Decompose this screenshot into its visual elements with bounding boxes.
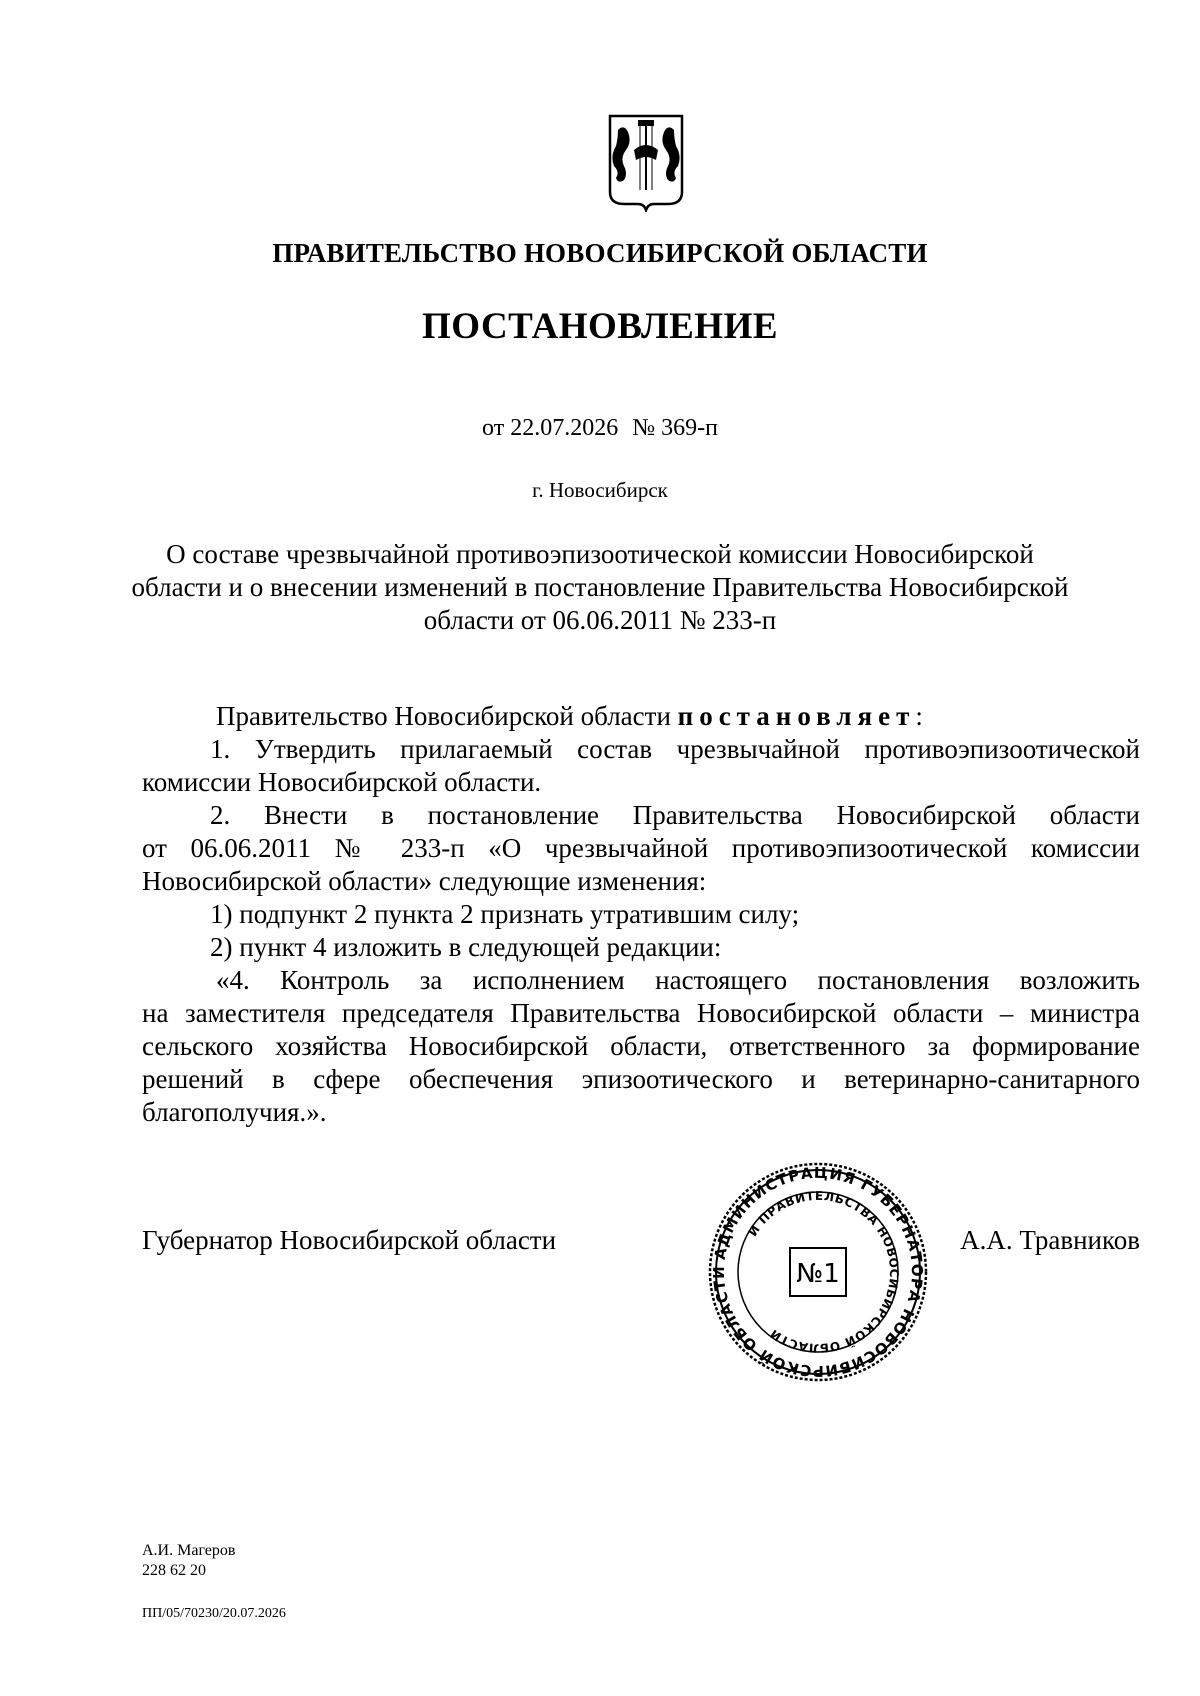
document-title — [130, 538, 1070, 637]
title-line: области и о внесении изменений в постановление Правительства Новосибирской — [131, 572, 1069, 602]
executor-phone: 228 62 20 — [142, 1562, 206, 1579]
paragraph-1-line: 1. Утвердить прилагаемый состав чрезвычайной противоэпизоотической — [210, 734, 1140, 764]
quoted-paragraph-line: сельского хозяйства Новосибирской области, ответственного за формирование — [142, 1031, 1140, 1061]
subparagraph-1: 1) подпункт 2 пункта 2 признать утратившим силу; — [210, 899, 800, 929]
title-line: О составе чрезвычайной противоэпизоотической комиссии Новосибирской — [166, 539, 1034, 569]
quoted-paragraph-line: «4. Контроль за исполнением настоящего постановления возложить — [216, 965, 1140, 995]
document-date: от 22.07.2026 — [482, 415, 619, 441]
signatory-name: А.А. Травников — [960, 1225, 1140, 1255]
seal-outer-text: АДМИНИСТРАЦИЯ ГУБЕРНАТОРА НОВОСИБИРСКОЙ ОБЛАСТИ — [709, 1163, 927, 1381]
quoted-paragraph-line: решений в сфере обеспечения эпизоотического и ветеринарно-санитарного — [142, 1064, 1140, 1094]
paragraph-1-line: комиссии Новосибирской области. — [142, 767, 542, 797]
title-line: области от 06.06.2011 № 233-п — [423, 605, 777, 635]
registration-number: ПП/05/70230/20.07.2026 — [142, 1606, 286, 1621]
paragraph-2-line: 2. Внести в постановление Правительства Новосибирской области — [210, 800, 1140, 830]
paragraph-2-line: Новосибирской области» следующие изменения: — [142, 866, 707, 896]
executor-name: А.И. Магеров — [142, 1542, 236, 1559]
coat-of-arms-icon — [604, 112, 688, 212]
document-city: г. Новосибирск — [532, 478, 668, 502]
preamble: Правительство Новосибирской области постановляет: — [216, 701, 923, 731]
signatory-position: Губернатор Новосибирской области — [142, 1225, 557, 1255]
quoted-paragraph-line: на заместителя председателя Правительства Новосибирской области – министра — [142, 998, 1140, 1028]
document-body — [142, 700, 1140, 1140]
document-date-number — [0, 415, 1200, 442]
document-type: ПОСТАНОВЛЕНИЕ — [421, 306, 779, 347]
document-number: № 369-п — [632, 415, 718, 441]
paragraph-2-line: от 06.06.2011 № 233-п «О чрезвычайной противоэпизоотической комиссии — [142, 833, 1140, 863]
organization-title: ПРАВИТЕЛЬСТВО НОВОСИБИРСКОЙ ОБЛАСТИ — [272, 238, 928, 268]
seal-number: №1 — [796, 1259, 840, 1289]
subparagraph-2: 2) пункт 4 изложить в следующей редакции: — [210, 932, 722, 962]
official-seal-icon — [706, 1160, 930, 1384]
seal-inner-text: И ПРАВИТЕЛЬСТВА НОВОСИБИРСКОЙ ОБЛАСТИ — [745, 1188, 902, 1356]
quoted-paragraph-line: благополучия.». — [142, 1097, 327, 1127]
preamble-verb: постановляет — [677, 701, 916, 731]
